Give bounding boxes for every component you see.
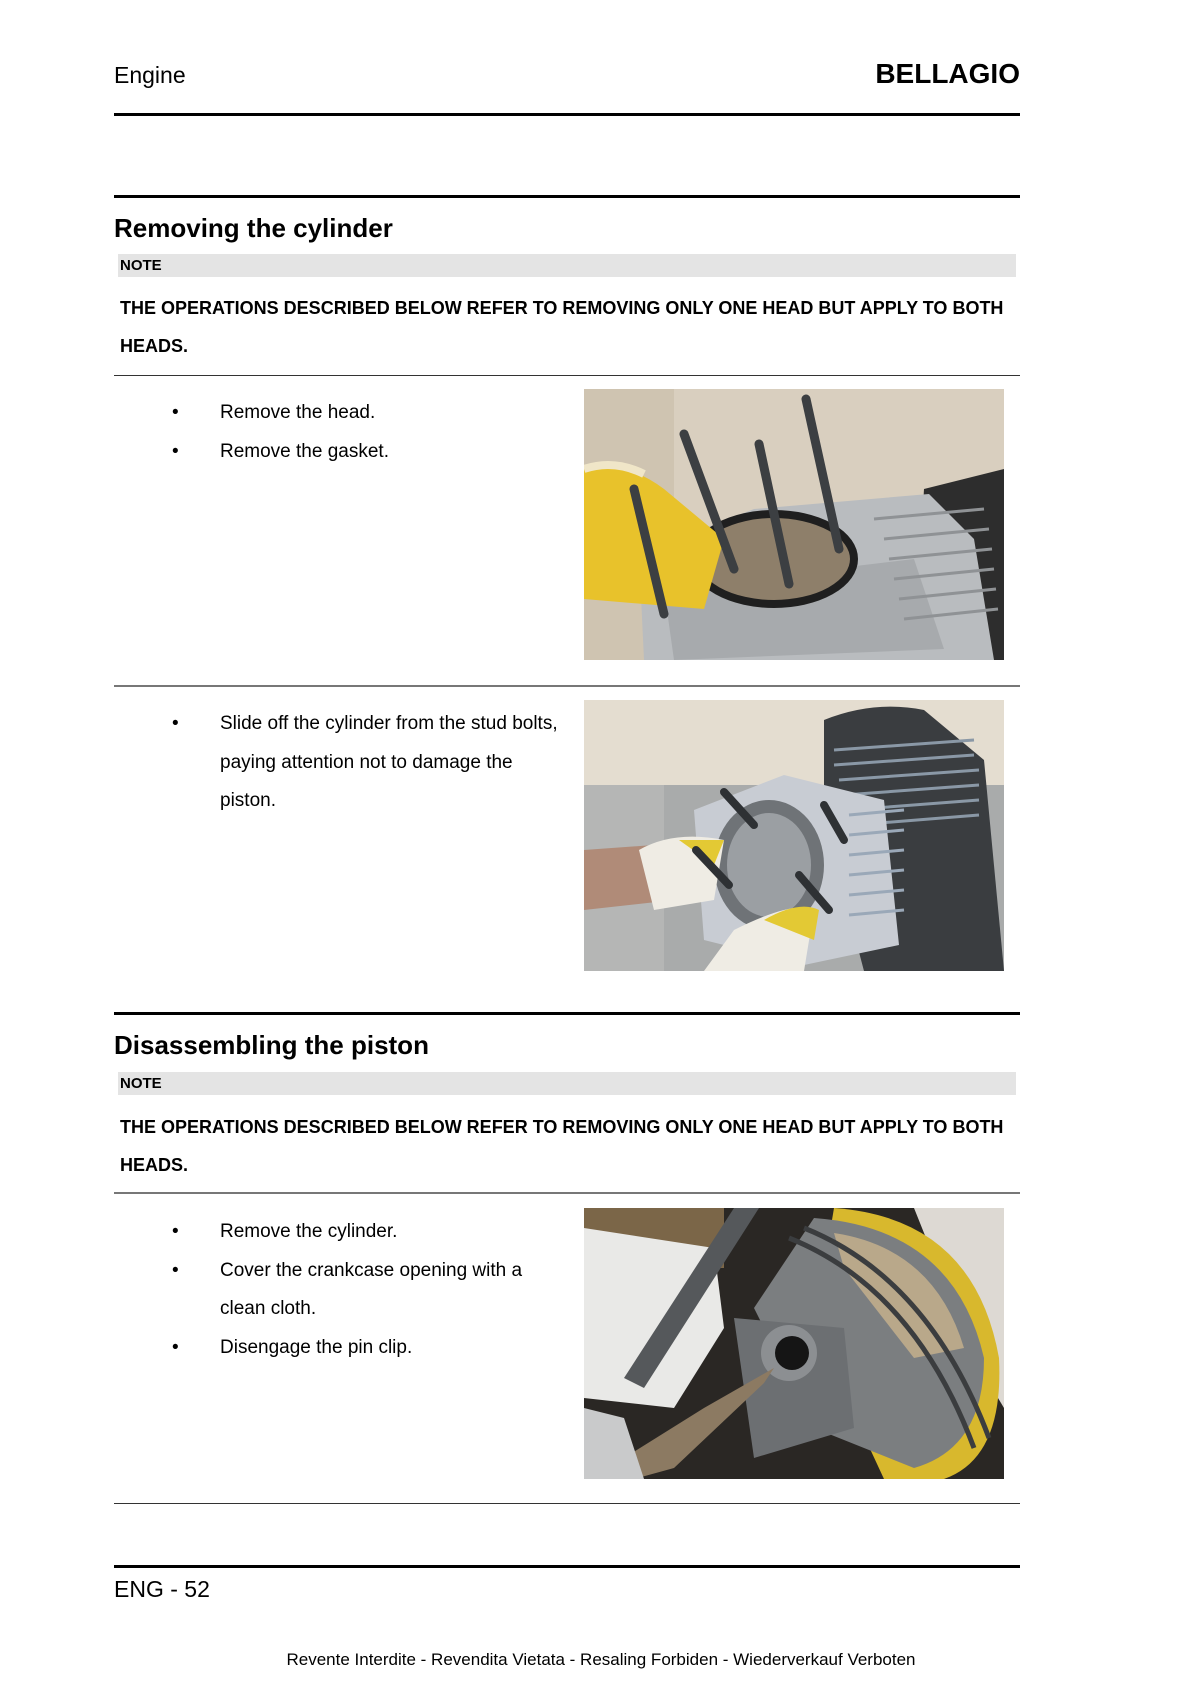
section-title-removing-cylinder: Removing the cylinder bbox=[114, 213, 393, 243]
bullet-icon: • bbox=[172, 713, 179, 734]
list-item: • Slide off the cylinder from the stud bolts, paying attention not to damage the piston. bbox=[172, 705, 562, 821]
list-item: • Remove the cylinder. bbox=[172, 1213, 562, 1252]
section-rule bbox=[114, 1012, 1020, 1015]
list-item: • Cover the crankcase opening with a clean cloth. bbox=[172, 1252, 562, 1329]
note-band bbox=[118, 1072, 1016, 1095]
step-divider bbox=[114, 685, 1020, 687]
header-rule bbox=[114, 113, 1020, 116]
note-label: NOTE bbox=[120, 1075, 162, 1092]
list-item: • Remove the head. bbox=[172, 394, 562, 433]
photo-sliding-off-cylinder bbox=[584, 700, 1004, 971]
note-band bbox=[118, 254, 1016, 277]
note-label: NOTE bbox=[120, 257, 162, 274]
note-text: THE OPERATIONS DESCRIBED BELOW REFER TO REMOVING ONLY ONE HEAD BUT APPLY TO BOTH HEADS. bbox=[120, 298, 1004, 356]
footer-rule bbox=[114, 1565, 1020, 1568]
section-title-disassembling-piston: Disassembling the piston bbox=[114, 1030, 429, 1060]
step-divider bbox=[114, 1503, 1020, 1504]
bullet-icon: • bbox=[172, 1336, 179, 1358]
step-list bbox=[172, 394, 562, 471]
list-item: • Remove the gasket. bbox=[172, 433, 562, 472]
note-text: THE OPERATIONS DESCRIBED BELOW REFER TO REMOVING ONLY ONE HEAD BUT APPLY TO BOTH HEADS. bbox=[120, 1117, 1004, 1175]
photo-removing-head-gasket bbox=[584, 389, 1004, 660]
header-model-name: BELLAGIO bbox=[875, 58, 1020, 89]
step-list bbox=[172, 1213, 562, 1367]
step-divider bbox=[114, 1192, 1020, 1194]
list-item: • Disengage the pin clip. bbox=[172, 1329, 562, 1368]
header-section-name: Engine bbox=[114, 62, 186, 88]
bullet-icon: • bbox=[172, 440, 179, 462]
step-divider bbox=[114, 375, 1020, 376]
section-rule bbox=[114, 195, 1020, 198]
page-number: ENG - 52 bbox=[114, 1576, 210, 1602]
photo-disengaging-pin-clip bbox=[584, 1208, 1004, 1479]
step-list bbox=[172, 705, 562, 821]
bullet-icon: • bbox=[172, 1259, 179, 1281]
bullet-icon: • bbox=[172, 402, 179, 423]
bullet-icon: • bbox=[172, 1221, 179, 1242]
resale-notice: Revente Interdite - Revendita Vietata - Resaling Forbiden - Wiederverkauf Verboten bbox=[286, 1650, 916, 1669]
